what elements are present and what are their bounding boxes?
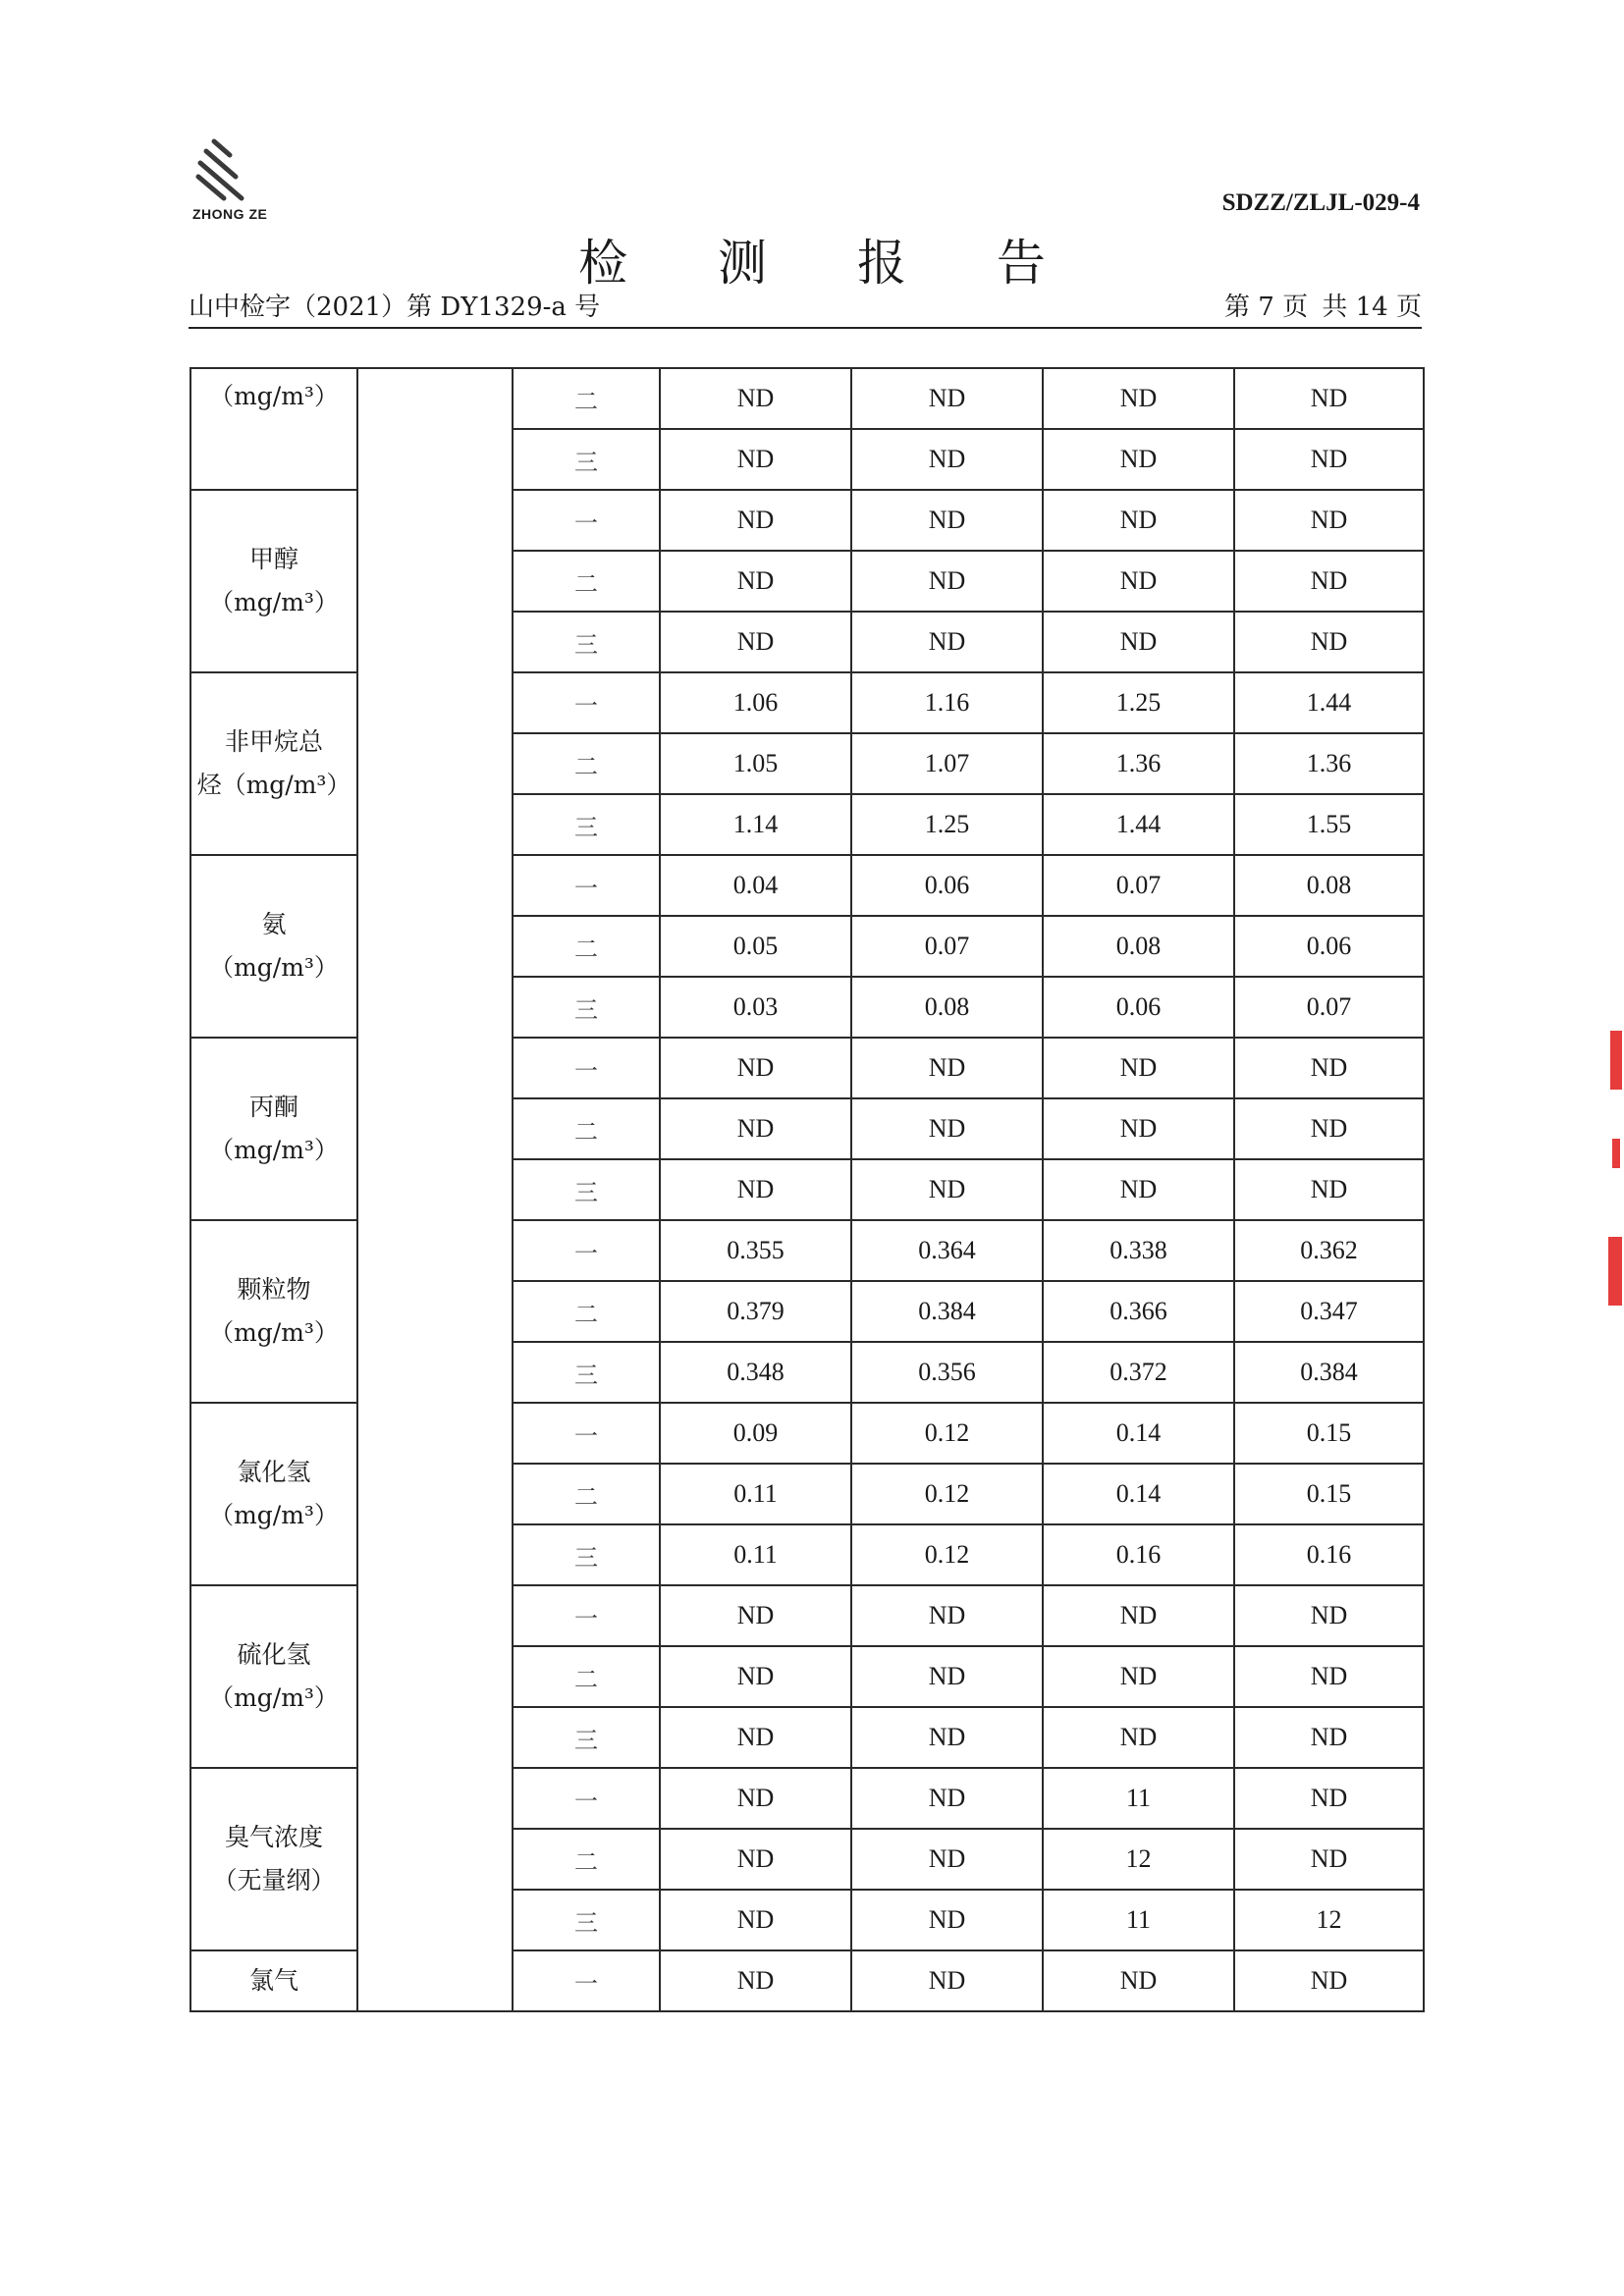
result-value-cell: ND — [1043, 1646, 1234, 1707]
result-value-cell: 0.384 — [1234, 1342, 1424, 1403]
test-item-cell — [190, 490, 357, 672]
test-item-label-line: 甲醇 — [248, 545, 298, 573]
result-value-cell: ND — [1234, 1768, 1424, 1829]
result-value-cell: ND — [660, 429, 851, 490]
result-value-cell: ND — [851, 612, 1043, 672]
test-item-cell — [190, 1768, 357, 1950]
result-value-cell: 11 — [1043, 1890, 1234, 1950]
result-value-cell: ND — [851, 429, 1043, 490]
result-value-cell: ND — [1043, 429, 1234, 490]
sample-sequence-cell: 三 — [513, 1707, 660, 1768]
result-value-cell: 1.44 — [1043, 794, 1234, 855]
result-value-cell: ND — [1234, 1707, 1424, 1768]
result-value-cell: 1.44 — [1234, 672, 1424, 733]
result-value-cell: ND — [1234, 1159, 1424, 1220]
sample-sequence-cell: 三 — [513, 1342, 660, 1403]
result-value-cell: ND — [851, 368, 1043, 429]
result-value-cell: 0.09 — [660, 1403, 851, 1464]
result-value-cell: 0.11 — [660, 1524, 851, 1585]
test-item-label-line: （mg/m³） — [209, 1136, 339, 1164]
result-value-cell: ND — [660, 1646, 851, 1707]
sample-sequence-cell: 二 — [513, 1464, 660, 1524]
result-value-cell: ND — [1234, 429, 1424, 490]
result-value-cell: 0.356 — [851, 1342, 1043, 1403]
sample-sequence-cell: 一 — [513, 490, 660, 551]
test-item-label-line: （mg/m³） — [209, 382, 339, 410]
result-value-cell: ND — [851, 490, 1043, 551]
result-value-cell: 0.379 — [660, 1281, 851, 1342]
result-value-cell: 0.14 — [1043, 1403, 1234, 1464]
test-item-cell — [190, 672, 357, 855]
test-item-label-line: 硫化氢 — [237, 1640, 311, 1669]
result-value-cell: ND — [1043, 368, 1234, 429]
result-value-cell: ND — [1234, 551, 1424, 612]
result-value-cell: ND — [660, 1829, 851, 1890]
result-value-cell: ND — [660, 1098, 851, 1159]
result-value-cell: ND — [660, 1950, 851, 2011]
result-value-cell: ND — [1234, 490, 1424, 551]
result-value-cell: 0.06 — [1043, 977, 1234, 1038]
result-value-cell: ND — [1043, 490, 1234, 551]
result-value-cell: ND — [851, 1707, 1043, 1768]
sample-sequence-cell: 三 — [513, 1524, 660, 1585]
result-value-cell: 0.14 — [1043, 1464, 1234, 1524]
page-total: 共 14 页 — [1322, 293, 1422, 322]
test-item-label-line: 非甲烷总 — [224, 727, 323, 756]
sample-sequence-cell: 一 — [513, 1038, 660, 1098]
result-value-cell: ND — [851, 1159, 1043, 1220]
result-value-cell: ND — [851, 551, 1043, 612]
page-indicator — [1218, 287, 1422, 323]
seal-stamp-edge — [1606, 1001, 1624, 1325]
result-value-cell: ND — [660, 612, 851, 672]
test-item-label-line: 臭气浓度 — [224, 1823, 323, 1851]
sample-sequence-cell: 一 — [513, 672, 660, 733]
result-value-cell: ND — [851, 1585, 1043, 1646]
result-value-cell: 0.06 — [1234, 916, 1424, 977]
sample-sequence-cell: 三 — [513, 1159, 660, 1220]
test-item-cell — [190, 1585, 357, 1768]
result-value-cell: ND — [1234, 1585, 1424, 1646]
result-value-cell: ND — [660, 1585, 851, 1646]
company-logo — [187, 137, 285, 222]
sampling-point-cell — [357, 368, 513, 2011]
result-value-cell: 0.12 — [851, 1403, 1043, 1464]
result-value-cell: 0.366 — [1043, 1281, 1234, 1342]
result-value-cell: 0.347 — [1234, 1281, 1424, 1342]
result-value-cell: ND — [1043, 551, 1234, 612]
result-value-cell: 0.11 — [660, 1464, 851, 1524]
document-title: 检 测 报 告 — [578, 235, 1083, 292]
result-value-cell: ND — [660, 1159, 851, 1220]
result-value-cell: 0.384 — [851, 1281, 1043, 1342]
result-value-cell: 0.12 — [851, 1524, 1043, 1585]
result-value-cell: 0.03 — [660, 977, 851, 1038]
result-value-cell: ND — [660, 368, 851, 429]
result-value-cell: ND — [1234, 612, 1424, 672]
result-value-cell: 1.07 — [851, 733, 1043, 794]
result-value-cell: 1.06 — [660, 672, 851, 733]
results-table — [189, 367, 1425, 2012]
result-value-cell: 0.338 — [1043, 1220, 1234, 1281]
result-value-cell: 1.25 — [1043, 672, 1234, 733]
result-value-cell: 1.14 — [660, 794, 851, 855]
result-value-cell: ND — [851, 1890, 1043, 1950]
result-value-cell: 1.25 — [851, 794, 1043, 855]
sample-sequence-cell: 二 — [513, 1281, 660, 1342]
result-value-cell: 1.16 — [851, 672, 1043, 733]
sample-sequence-cell: 二 — [513, 1098, 660, 1159]
page-number: 第 7 页 — [1224, 293, 1309, 322]
test-item-label-line: （无量纲） — [212, 1866, 336, 1895]
result-value-cell: ND — [1234, 1950, 1424, 2011]
result-value-cell: ND — [1043, 1038, 1234, 1098]
test-item-cell — [190, 368, 357, 490]
test-item-label-line: （mg/m³） — [209, 1318, 339, 1347]
result-value-cell: 0.15 — [1234, 1464, 1424, 1524]
result-value-cell: ND — [851, 1768, 1043, 1829]
result-value-cell: ND — [1234, 1038, 1424, 1098]
sample-sequence-cell: 二 — [513, 733, 660, 794]
logo-icon — [187, 137, 265, 204]
result-value-cell: 0.362 — [1234, 1220, 1424, 1281]
result-value-cell: 0.07 — [851, 916, 1043, 977]
report-number: 山中检字（2021）第 DY1329-a 号 — [189, 293, 601, 322]
result-value-cell: ND — [851, 1829, 1043, 1890]
result-value-cell: ND — [1234, 1829, 1424, 1890]
result-value-cell: ND — [660, 551, 851, 612]
sample-sequence-cell: 三 — [513, 977, 660, 1038]
test-item-label-line: （mg/m³） — [209, 588, 339, 616]
result-value-cell: 0.372 — [1043, 1342, 1234, 1403]
result-value-cell: ND — [1043, 1159, 1234, 1220]
sample-sequence-cell: 二 — [513, 916, 660, 977]
result-value-cell: 0.04 — [660, 855, 851, 916]
result-value-cell: 12 — [1043, 1829, 1234, 1890]
sample-sequence-cell: 一 — [513, 1403, 660, 1464]
test-item-label-line: （mg/m³） — [209, 1501, 339, 1529]
sample-sequence-cell: 二 — [513, 1829, 660, 1890]
test-item-label-line: 颗粒物 — [237, 1275, 311, 1304]
result-value-cell: 0.12 — [851, 1464, 1043, 1524]
result-value-cell: 12 — [1234, 1890, 1424, 1950]
result-value-cell: 1.55 — [1234, 794, 1424, 855]
result-value-cell: 0.08 — [1234, 855, 1424, 916]
sample-sequence-cell: 二 — [513, 368, 660, 429]
result-value-cell: 0.364 — [851, 1220, 1043, 1281]
sample-sequence-cell: 一 — [513, 1585, 660, 1646]
result-value-cell: 1.36 — [1043, 733, 1234, 794]
result-value-cell: 0.16 — [1234, 1524, 1424, 1585]
report-header — [189, 287, 1422, 329]
result-value-cell: 0.348 — [660, 1342, 851, 1403]
result-value-cell: 11 — [1043, 1768, 1234, 1829]
sample-sequence-cell: 三 — [513, 612, 660, 672]
test-item-cell — [190, 1403, 357, 1585]
result-value-cell: ND — [660, 1768, 851, 1829]
test-item-label-line: （mg/m³） — [209, 1683, 339, 1712]
result-value-cell: ND — [851, 1038, 1043, 1098]
result-value-cell: 1.05 — [660, 733, 851, 794]
result-value-cell: ND — [1234, 368, 1424, 429]
result-value-cell: 0.08 — [1043, 916, 1234, 977]
sample-sequence-cell: 一 — [513, 1768, 660, 1829]
test-item-cell — [190, 1950, 357, 2011]
sample-sequence-cell: 一 — [513, 1220, 660, 1281]
test-item-label-line: 氨 — [261, 910, 287, 938]
result-value-cell: 0.08 — [851, 977, 1043, 1038]
sample-sequence-cell: 三 — [513, 794, 660, 855]
result-value-cell: ND — [1234, 1646, 1424, 1707]
test-item-label-line: （mg/m³） — [209, 953, 339, 982]
result-value-cell: ND — [1043, 1707, 1234, 1768]
result-value-cell: 1.36 — [1234, 733, 1424, 794]
form-code: SDZZ/ZLJL-029-4 — [1221, 189, 1420, 216]
result-value-cell: ND — [660, 490, 851, 551]
sample-sequence-cell: 一 — [513, 1950, 660, 2011]
results-table-body — [190, 368, 1424, 2011]
result-value-cell: 0.07 — [1043, 855, 1234, 916]
result-value-cell: 0.05 — [660, 916, 851, 977]
result-value-cell: ND — [851, 1098, 1043, 1159]
result-value-cell: ND — [1234, 1098, 1424, 1159]
result-value-cell: ND — [1043, 1585, 1234, 1646]
test-item-cell — [190, 1220, 357, 1403]
result-value-cell: 0.15 — [1234, 1403, 1424, 1464]
test-item-label-line: 烃（mg/m³） — [196, 771, 352, 799]
test-item-label-line: 氯气 — [248, 1966, 298, 1995]
test-item-cell — [190, 855, 357, 1038]
test-item-cell — [190, 1038, 357, 1220]
result-value-cell: ND — [1043, 1098, 1234, 1159]
result-value-cell: 0.16 — [1043, 1524, 1234, 1585]
logo-text: ZHONG ZE — [192, 206, 268, 222]
table-row — [190, 368, 1424, 429]
sample-sequence-cell: 二 — [513, 551, 660, 612]
sample-sequence-cell: 三 — [513, 1890, 660, 1950]
test-item-label-line: 氯化氢 — [237, 1458, 311, 1486]
result-value-cell: ND — [660, 1707, 851, 1768]
result-value-cell: ND — [1043, 1950, 1234, 2011]
result-value-cell: ND — [851, 1646, 1043, 1707]
result-value-cell: ND — [851, 1950, 1043, 2011]
test-item-label-line: 丙酮 — [248, 1093, 298, 1121]
result-value-cell: 0.355 — [660, 1220, 851, 1281]
result-value-cell: 0.07 — [1234, 977, 1424, 1038]
sample-sequence-cell: 三 — [513, 429, 660, 490]
result-value-cell: 0.06 — [851, 855, 1043, 916]
result-value-cell: ND — [660, 1890, 851, 1950]
sample-sequence-cell: 二 — [513, 1646, 660, 1707]
sample-sequence-cell: 一 — [513, 855, 660, 916]
result-value-cell: ND — [1043, 612, 1234, 672]
result-value-cell: ND — [660, 1038, 851, 1098]
